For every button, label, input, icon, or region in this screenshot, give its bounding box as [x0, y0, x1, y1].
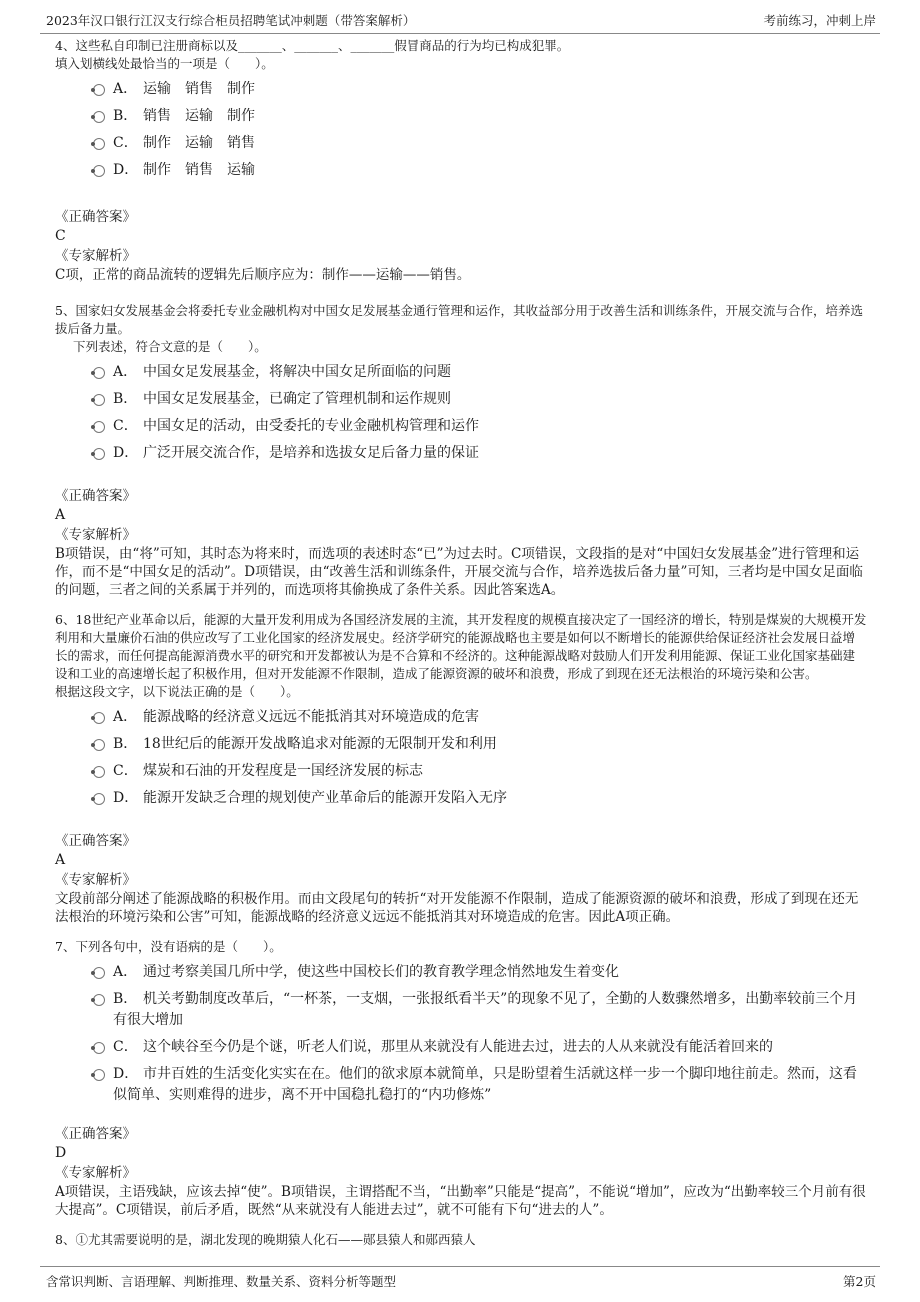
option-d[interactable]: D． 能源开发缺乏合理的规划使产业革命后的能源开发陷入无序 — [93, 788, 867, 809]
question-prompt: 填入划横线处最恰当的一项是（ ）。 — [55, 56, 274, 71]
question-stem: 6、18世纪产业革命以后，能源的大量开发利用成为各国经济发展的主流，其开发程度的规模直接决定了一国经济的增长，特别是煤炭的大规模开发利用和大量廉价石油的供应改写了工业化国家的经济发展史。经济学研究的能源战略也主要是如何以不断增长的能源供给保证经济社会发展日益增长的需求，而任何提高能源消费水平的研究和开发都被认为是不合算和不经济的。这种能源战略对鼓励人们开发利用能源、保证工业化国家基础建设和工业的高速增长起了积极作用，但对开发能源不作限制，造成了能源资源的破坏和浪费，形成了到现在还无法根治的环境污染和公害。 — [55, 612, 867, 681]
page-number: 第2页 — [843, 1274, 876, 1289]
option-a[interactable]: A． 中国女足发展基金，将解决中国女足所面临的问题 — [93, 362, 867, 383]
question-7 — [55, 938, 867, 1219]
analysis-text: A项错误，主语残缺，应该去掉“使”。B项错误，主谓搭配不当，“出勤率”只能是“提高”，不能说“增加”，应改为“出勤率较三个月前有很大提高”。C项错误，前后矛盾，既然“从来就没有人能进去过”，就不可能有下句“进去的人”。 — [55, 1184, 866, 1218]
option-list — [93, 362, 867, 464]
analysis-text: B项错误，由“将”可知，其时态为将来时，而选项的表述时态“已”为过去时。C项错误，文段指的是对“中国妇女发展基金”进行管理和运作，而不是“中国女足的活动”。D项错误，由“改善生活和训练条件，开展交流与合作，培养选拔后备力量”可知，三者均是中国女足面临的问题，三者之间的关系属于并列的，而选项将其偷换成了条件关系。因此答案选A。 — [55, 546, 863, 598]
radio-icon[interactable] — [93, 111, 105, 123]
radio-icon[interactable] — [93, 138, 105, 150]
radio-icon[interactable] — [93, 394, 105, 406]
question-stem: 7、下列各句中，没有语病的是（ ）。 — [55, 939, 282, 954]
radio-icon[interactable] — [93, 739, 105, 751]
radio-icon[interactable] — [93, 84, 105, 96]
analysis-label: 《专家解析》 — [55, 248, 136, 264]
radio-icon[interactable] — [93, 712, 105, 724]
question-8 — [55, 1231, 867, 1249]
answer-label: 《正确答案》 — [55, 209, 136, 225]
answer-value: D — [55, 1145, 67, 1161]
option-b[interactable]: B． 18世纪后的能源开发战略追求对能源的无限制开发和利用 — [93, 734, 867, 755]
answer-value: A — [55, 852, 66, 868]
question-stem: 8、①尤其需要说明的是，湖北发现的晚期猿人化石——郧县猿人和郧西猿人 — [55, 1232, 476, 1247]
page-footer — [40, 1266, 880, 1293]
option-b[interactable]: B． 机关考勤制度改革后，“一杯茶，一支烟，一张报纸看半天”的现象不见了，全勤的人数骤然增多，出勤率较前三个月有很大增加 — [93, 989, 867, 1031]
option-c[interactable]: C． 这个峡谷至今仍是个谜，听老人们说，那里从来就没有人能进去过，进去的人从来就没有能活着回来的 — [93, 1037, 867, 1058]
option-d[interactable]: D． 广泛开展交流合作，是培养和选拔女足后备力量的保证 — [93, 443, 867, 464]
radio-icon[interactable] — [93, 367, 105, 379]
page-header — [40, 9, 880, 34]
header-slogan: 考前练习，冲刺上岸 — [763, 13, 876, 28]
option-c[interactable]: C． 中国女足的活动，由受委托的专业金融机构管理和运作 — [93, 416, 867, 437]
question-stem: 4、这些私自印制已注册商标以及_______、_______、_______假冒商品的行为均已构成犯罪。 — [55, 38, 570, 53]
question-5 — [55, 302, 867, 599]
option-c[interactable]: C． 制作 运输 销售 — [93, 133, 867, 154]
page-content — [55, 37, 867, 1249]
option-list — [93, 962, 867, 1106]
document-title: 2023年汉口银行江汉支行综合柜员招聘笔试冲刺题（带答案解析） — [46, 13, 416, 28]
analysis-label: 《专家解析》 — [55, 527, 136, 543]
option-b[interactable]: B． 销售 运输 制作 — [93, 106, 867, 127]
option-list — [93, 707, 867, 809]
option-a[interactable]: A． 通过考察美国几所中学，使这些中国校长们的教育教学理念悄然地发生着变化 — [93, 962, 867, 983]
question-4 — [55, 37, 867, 284]
analysis-text: 文段前部分阐述了能源战略的积极作用。而由文段尾句的转折“对开发能源不作限制，造成了能源资源的破坏和浪费，形成了到现在还无法根治的环境污染和公害”可知，能源战略的经济意义远远不能抵消其对环境造成的危害。因此A项正确。 — [55, 891, 859, 925]
option-d[interactable]: D． 制作 销售 运输 — [93, 160, 867, 181]
radio-icon[interactable] — [93, 1069, 105, 1081]
analysis-label: 《专家解析》 — [55, 872, 136, 888]
radio-icon[interactable] — [93, 766, 105, 778]
question-6 — [55, 611, 867, 926]
answer-value: C — [55, 228, 66, 244]
option-d[interactable]: D． 市井百姓的生活变化实实在在。他们的欲求原本就简单，只是盼望着生活就这样一步一个脚印地往前走。然而，这看似简单、实则难得的进步，离不开中国稳扎稳打的“内功修炼” — [93, 1064, 867, 1106]
radio-icon[interactable] — [93, 994, 105, 1006]
radio-icon[interactable] — [93, 1042, 105, 1054]
option-list — [93, 79, 867, 181]
radio-icon[interactable] — [93, 967, 105, 979]
option-a[interactable]: A． 能源战略的经济意义远远不能抵消其对环境造成的危害 — [93, 707, 867, 728]
radio-icon[interactable] — [93, 421, 105, 433]
analysis-text: C项，正常的商品流转的逻辑先后顺序应为：制作——运输——销售。 — [55, 267, 471, 283]
option-c[interactable]: C． 煤炭和石油的开发程度是一国经济发展的标志 — [93, 761, 867, 782]
answer-label: 《正确答案》 — [55, 488, 136, 504]
footer-note: 含常识判断、言语理解、判断推理、数量关系、资料分析等题型 — [46, 1274, 397, 1289]
answer-label: 《正确答案》 — [55, 1126, 136, 1142]
question-stem: 5、国家妇女发展基金会将委托专业金融机构对中国女足发展基金通行管理和运作，其收益部分用于改善生活和训练条件，开展交流与合作，培养选拔后备力量。 — [55, 303, 863, 336]
answer-value: A — [55, 507, 66, 523]
radio-icon[interactable] — [93, 165, 105, 177]
answer-label: 《正确答案》 — [55, 833, 136, 849]
option-b[interactable]: B． 中国女足发展基金，已确定了管理机制和运作规则 — [93, 389, 867, 410]
question-prompt: 根据这段文字，以下说法正确的是（ ）。 — [55, 684, 299, 699]
radio-icon[interactable] — [93, 448, 105, 460]
radio-icon[interactable] — [93, 793, 105, 805]
analysis-label: 《专家解析》 — [55, 1165, 136, 1181]
question-prompt: 下列表述，符合文意的是（ ）。 — [73, 339, 267, 354]
option-a[interactable]: A． 运输 销售 制作 — [93, 79, 867, 100]
